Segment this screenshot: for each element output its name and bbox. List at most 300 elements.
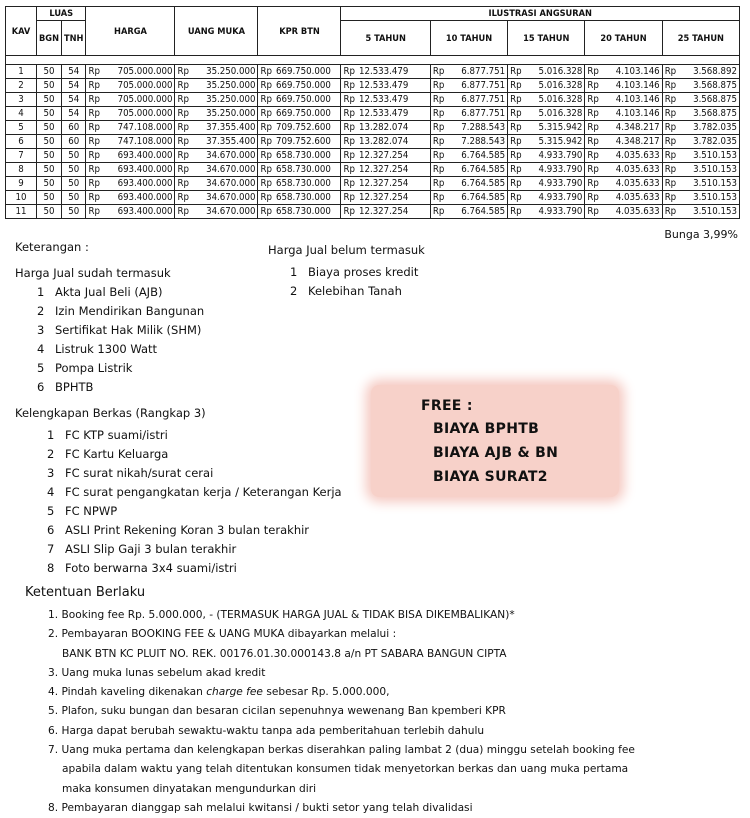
cell-angsuran: [508, 205, 585, 219]
cell-harga: [86, 177, 175, 191]
table-row: [6, 177, 740, 191]
currency-label: Rp: [343, 192, 355, 203]
berkas-item: [47, 464, 342, 483]
amount: 12.327.254: [358, 192, 409, 203]
currency-label: Rp: [664, 178, 677, 189]
cell-kpr: [258, 107, 341, 121]
cell-angsuran: [430, 149, 507, 163]
amount: 669.750.000: [275, 66, 331, 77]
cell-tnh: 54: [62, 93, 86, 107]
currency-label: Rp: [664, 206, 677, 217]
currency-label: Rp: [260, 150, 272, 161]
amount: 6.877.751: [461, 94, 506, 105]
amount: 5.315.942: [538, 122, 583, 133]
currency-label: Rp: [510, 164, 522, 175]
header-tenor-5: 5 TAHUN: [341, 21, 430, 56]
berkas-item: [47, 559, 342, 578]
amount: 693.400.000: [117, 164, 173, 175]
rule-1: 1. Booking fee Rp. 5.000.000, - (TERMASUK HARGA JUAL & TIDAK BISA DIKEMBALIKAN)*: [48, 609, 515, 621]
amount: 658.730.000: [275, 150, 331, 161]
amount: 37.355.400: [206, 122, 256, 133]
amount: 35.250.000: [206, 66, 256, 77]
berkas-item: [47, 540, 342, 559]
harga-belum-termasuk: [268, 241, 425, 301]
header-tnh: TNH: [62, 21, 86, 56]
currency-label: Rp: [343, 136, 355, 147]
cell-tnh: 50: [62, 191, 86, 205]
amount: 6.764.585: [461, 164, 506, 175]
amount: 7.288.543: [461, 122, 506, 133]
cell-tnh: 60: [62, 135, 86, 149]
amount: 5.016.328: [538, 66, 583, 77]
price-table: [5, 6, 740, 219]
free-item-surat: BIAYA SURAT2: [433, 469, 548, 485]
cell-bgn: 50: [37, 107, 62, 121]
item-number: 1: [290, 265, 298, 279]
amount: 658.730.000: [275, 206, 331, 217]
amount: 5.016.328: [538, 94, 583, 105]
keterangan-title: Keterangan :: [15, 240, 89, 254]
cell-angsuran: [341, 135, 430, 149]
amount: 3.782.035: [693, 136, 737, 147]
amount: 693.400.000: [117, 192, 173, 203]
cell-angsuran: [585, 177, 662, 191]
cell-uang-muka: [175, 177, 258, 191]
currency-label: Rp: [343, 80, 355, 91]
cell-tnh: 54: [62, 65, 86, 79]
currency-label: Rp: [177, 94, 189, 105]
cell-angsuran: [341, 191, 430, 205]
rule-3: 3. Uang muka lunas sebelum akad kredit: [48, 666, 266, 679]
table-row: [6, 65, 740, 79]
cell-angsuran: [508, 149, 585, 163]
cell-harga: [86, 65, 175, 79]
cell-angsuran: [430, 191, 507, 205]
cell-bgn: 50: [37, 93, 62, 107]
berkas-text: Foto berwarna 3x4 suami/istri: [65, 561, 237, 575]
sudah-text: BPHTB: [55, 380, 94, 394]
currency-label: Rp: [343, 66, 355, 77]
cell-angsuran: [662, 79, 739, 93]
header-luas: LUAS: [37, 7, 86, 21]
currency-label: Rp: [260, 192, 272, 203]
rule-4-a: 4. Pindah kaveling dikenakan: [48, 686, 203, 699]
currency-label: Rp: [88, 164, 100, 175]
currency-label: Rp: [664, 150, 677, 161]
cell-angsuran: [508, 65, 585, 79]
amount: 12.533.479: [358, 80, 409, 91]
cell-uang-muka: [175, 121, 258, 135]
cell-angsuran: [430, 135, 507, 149]
cell-angsuran: [430, 79, 507, 93]
cell-bgn: 50: [37, 163, 62, 177]
cell-angsuran: [341, 205, 430, 219]
amount: 4.933.790: [538, 164, 583, 175]
header-kav: KAV: [6, 7, 37, 56]
cell-bgn: 50: [37, 79, 62, 93]
cell-angsuran: [585, 135, 662, 149]
amount: 34.670.000: [206, 192, 256, 203]
currency-label: Rp: [510, 178, 522, 189]
currency-label: Rp: [510, 94, 522, 105]
amount: 658.730.000: [275, 164, 331, 175]
cell-angsuran: [341, 93, 430, 107]
rule-5: 5. Plafon, suku bungan dan besaran cicilan sepenuhnya wewenang Ban kpemberi KPR: [48, 705, 506, 718]
cell-kav: 9: [6, 177, 37, 191]
cell-angsuran: [430, 177, 507, 191]
amount: 4.035.633: [615, 150, 660, 161]
sudah-text: Pompa Listrik: [55, 361, 133, 375]
cell-tnh: 54: [62, 79, 86, 93]
item-number: 6: [37, 380, 45, 394]
berkas-text: FC KTP suami/istri: [65, 428, 168, 442]
cell-kpr: [258, 121, 341, 135]
cell-angsuran: [585, 163, 662, 177]
amount: 4.933.790: [538, 150, 583, 161]
amount: 705.000.000: [117, 80, 173, 91]
berkas-text: FC surat nikah/surat cerai: [65, 466, 214, 480]
cell-bgn: 50: [37, 65, 62, 79]
currency-label: Rp: [587, 178, 599, 189]
cell-uang-muka: [175, 107, 258, 121]
amount: 4.035.633: [615, 206, 660, 217]
rule-2: 2. Pembayaran BOOKING FEE & UANG MUKA dibayarkan melalui :: [48, 628, 397, 641]
belum-item: [290, 282, 425, 301]
cell-uang-muka: [175, 93, 258, 107]
item-number: 1: [47, 428, 55, 442]
cell-angsuran: [585, 93, 662, 107]
currency-label: Rp: [260, 178, 272, 189]
item-number: 4: [37, 342, 45, 356]
currency-label: Rp: [510, 122, 522, 133]
item-number: 5: [47, 504, 55, 518]
amount: 709.752.600: [275, 122, 331, 133]
amount: 4.103.146: [615, 94, 660, 105]
cell-kpr: [258, 205, 341, 219]
header-harga: HARGA: [86, 7, 175, 56]
ketentuan-title: Ketentuan Berlaku: [25, 585, 146, 600]
cell-uang-muka: [175, 191, 258, 205]
header-kpr: KPR BTN: [258, 7, 341, 56]
cell-angsuran: [508, 121, 585, 135]
currency-label: Rp: [88, 122, 100, 133]
amount: 4.103.146: [615, 80, 660, 91]
amount: 5.315.942: [538, 136, 583, 147]
currency-label: Rp: [177, 206, 189, 217]
cell-uang-muka: [175, 135, 258, 149]
currency-label: Rp: [177, 164, 189, 175]
free-item-bphtb: BIAYA BPHTB: [433, 421, 540, 437]
header-bgn: BGN: [37, 21, 62, 56]
item-number: 3: [37, 323, 45, 337]
currency-label: Rp: [510, 80, 522, 91]
rule-4-b: sebesar Rp. 5.000.000,: [266, 686, 390, 699]
cell-bgn: 50: [37, 177, 62, 191]
cell-kav: 4: [6, 107, 37, 121]
cell-angsuran: [662, 177, 739, 191]
cell-angsuran: [662, 65, 739, 79]
cell-angsuran: [662, 191, 739, 205]
currency-label: Rp: [664, 192, 677, 203]
currency-label: Rp: [343, 150, 355, 161]
currency-label: Rp: [88, 108, 100, 119]
sudah-item: [37, 378, 204, 397]
table-row: [6, 121, 740, 135]
cell-kpr: [258, 135, 341, 149]
cell-bgn: 50: [37, 149, 62, 163]
cell-angsuran: [508, 177, 585, 191]
item-number: 5: [37, 361, 45, 375]
currency-label: Rp: [587, 122, 599, 133]
amount: 6.764.585: [461, 178, 506, 189]
cell-angsuran: [662, 107, 739, 121]
belum-text: Biaya proses kredit: [308, 265, 419, 279]
header-tenor-25: 25 TAHUN: [662, 21, 739, 56]
amount: 4.103.146: [615, 108, 660, 119]
cell-tnh: 50: [62, 205, 86, 219]
currency-label: Rp: [260, 80, 272, 91]
item-number: 2: [37, 304, 45, 318]
berkas-text: ASLI Slip Gaji 3 bulan terakhir: [65, 542, 237, 556]
item-number: 8: [47, 561, 55, 575]
currency-label: Rp: [432, 136, 445, 147]
cell-angsuran: [585, 149, 662, 163]
berkas-title: Kelengkapan Berkas (Rangkap 3): [15, 406, 206, 420]
amount: 4.348.217: [615, 136, 660, 147]
header-tenor-10: 10 TAHUN: [430, 21, 507, 56]
cell-harga: [86, 79, 175, 93]
cell-angsuran: [662, 205, 739, 219]
item-number: 1: [37, 285, 45, 299]
amount: 4.933.790: [538, 178, 583, 189]
cell-tnh: 50: [62, 149, 86, 163]
amount: 35.250.000: [206, 108, 256, 119]
cell-angsuran: [508, 93, 585, 107]
currency-label: Rp: [88, 206, 100, 217]
cell-harga: [86, 205, 175, 219]
cell-kav: 7: [6, 149, 37, 163]
amount: 693.400.000: [117, 150, 173, 161]
belum-item: [290, 263, 425, 282]
belum-title: Harga Jual belum termasuk: [268, 243, 425, 257]
currency-label: Rp: [587, 80, 599, 91]
berkas-item: [47, 426, 342, 445]
amount: 747.108.000: [117, 122, 173, 133]
currency-label: Rp: [587, 150, 599, 161]
amount: 12.533.479: [358, 94, 409, 105]
table-row: [6, 79, 740, 93]
cell-angsuran: [508, 135, 585, 149]
amount: 12.327.254: [358, 164, 409, 175]
amount: 6.877.751: [461, 108, 506, 119]
cell-bgn: 50: [37, 121, 62, 135]
amount: 3.510.153: [693, 178, 737, 189]
currency-label: Rp: [88, 94, 100, 105]
currency-label: Rp: [88, 136, 100, 147]
item-number: 3: [47, 466, 55, 480]
currency-label: Rp: [432, 150, 445, 161]
cell-uang-muka: [175, 149, 258, 163]
currency-label: Rp: [343, 164, 355, 175]
cell-angsuran: [662, 163, 739, 177]
sudah-text: Sertifikat Hak Milik (SHM): [55, 323, 202, 337]
currency-label: Rp: [260, 136, 272, 147]
cell-harga: [86, 135, 175, 149]
currency-label: Rp: [260, 108, 272, 119]
table-row: [6, 93, 740, 107]
amount: 12.327.254: [358, 178, 409, 189]
amount: 693.400.000: [117, 178, 173, 189]
cell-angsuran: [508, 79, 585, 93]
currency-label: Rp: [664, 164, 677, 175]
currency-label: Rp: [88, 80, 100, 91]
amount: 34.670.000: [206, 150, 256, 161]
currency-label: Rp: [587, 66, 599, 77]
currency-label: Rp: [432, 94, 445, 105]
amount: 669.750.000: [275, 80, 331, 91]
sudah-item: [37, 321, 204, 340]
item-number: 6: [47, 523, 55, 537]
header-tenor-15: 15 TAHUN: [508, 21, 585, 56]
amount: 3.510.153: [693, 206, 737, 217]
cell-angsuran: [430, 93, 507, 107]
currency-label: Rp: [587, 108, 599, 119]
currency-label: Rp: [432, 206, 445, 217]
amount: 4.035.633: [615, 178, 660, 189]
rule-4: [48, 683, 635, 702]
cell-angsuran: [585, 191, 662, 205]
cell-angsuran: [662, 93, 739, 107]
amount: 3.782.035: [693, 122, 737, 133]
cell-kpr: [258, 163, 341, 177]
amount: 6.764.585: [461, 150, 506, 161]
rule-7-cont-1: apabila dalam waktu yang telah ditentukan konsumen tidak menyetorkan berkas dan uang muka pertama: [62, 763, 629, 776]
currency-label: Rp: [88, 66, 100, 77]
cell-angsuran: [662, 135, 739, 149]
amount: 3.568.875: [693, 94, 737, 105]
currency-label: Rp: [343, 108, 355, 119]
currency-label: Rp: [343, 122, 355, 133]
amount: 747.108.000: [117, 136, 173, 147]
currency-label: Rp: [432, 178, 445, 189]
sudah-title: Harga Jual sudah termasuk: [15, 266, 171, 280]
cell-angsuran: [430, 121, 507, 135]
ketentuan-list: [48, 606, 635, 818]
currency-label: Rp: [432, 164, 445, 175]
cell-angsuran: [508, 107, 585, 121]
cell-tnh: 54: [62, 107, 86, 121]
currency-label: Rp: [587, 192, 599, 203]
cell-angsuran: [585, 79, 662, 93]
cell-angsuran: [585, 121, 662, 135]
cell-uang-muka: [175, 79, 258, 93]
berkas-item: [47, 521, 342, 540]
cell-kpr: [258, 93, 341, 107]
currency-label: Rp: [177, 136, 189, 147]
rule-7: 7. Uang muka pertama dan kelengkapan berkas diserahkan paling lambat 2 (dua) minggu setelah booking fee: [48, 744, 635, 757]
sudah-text: Izin Mendirikan Bangunan: [55, 304, 205, 318]
cell-kav: 10: [6, 191, 37, 205]
currency-label: Rp: [664, 122, 677, 133]
currency-label: Rp: [260, 164, 272, 175]
berkas-text: FC Kartu Keluarga: [65, 447, 169, 461]
header-uang-muka: UANG MUKA: [175, 7, 258, 56]
sudah-item: [37, 283, 204, 302]
cell-harga: [86, 191, 175, 205]
amount: 658.730.000: [275, 192, 331, 203]
amount: 4.933.790: [538, 192, 583, 203]
cell-tnh: 50: [62, 177, 86, 191]
currency-label: Rp: [664, 94, 677, 105]
amount: 669.750.000: [275, 94, 331, 105]
cell-angsuran: [341, 65, 430, 79]
berkas-item: [47, 445, 342, 464]
amount: 12.533.479: [358, 66, 409, 77]
amount: 7.288.543: [461, 136, 506, 147]
amount: 13.282.074: [358, 136, 409, 147]
cell-kpr: [258, 191, 341, 205]
free-promo-box: [371, 385, 619, 497]
berkas-item: [47, 502, 342, 521]
cell-kpr: [258, 65, 341, 79]
currency-label: Rp: [260, 94, 272, 105]
currency-label: Rp: [260, 206, 272, 217]
currency-label: Rp: [432, 192, 445, 203]
table-row: [6, 205, 740, 219]
currency-label: Rp: [510, 66, 522, 77]
cell-angsuran: [341, 107, 430, 121]
amount: 12.327.254: [358, 150, 409, 161]
cell-angsuran: [585, 205, 662, 219]
sudah-item: [37, 340, 204, 359]
item-number: 2: [290, 284, 298, 298]
cell-angsuran: [341, 149, 430, 163]
amount: 35.250.000: [206, 94, 256, 105]
currency-label: Rp: [432, 108, 445, 119]
amount: 705.000.000: [117, 94, 173, 105]
item-number: 7: [47, 542, 55, 556]
item-number: 4: [47, 485, 55, 499]
amount: 6.877.751: [461, 66, 506, 77]
table-row: [6, 191, 740, 205]
amount: 3.510.153: [693, 164, 737, 175]
currency-label: Rp: [510, 136, 522, 147]
amount: 34.670.000: [206, 164, 256, 175]
cell-kpr: [258, 149, 341, 163]
rule-7-cont-2: maka konsumen dinyatakan mengundurkan diri: [62, 782, 317, 795]
harga-sudah-termasuk: [15, 264, 204, 397]
currency-label: Rp: [587, 94, 599, 105]
table-row: [6, 149, 740, 163]
cell-kpr: [258, 177, 341, 191]
amount: 4.348.217: [615, 122, 660, 133]
cell-bgn: 50: [37, 205, 62, 219]
cell-kav: 11: [6, 205, 37, 219]
currency-label: Rp: [177, 150, 189, 161]
amount: 3.568.892: [693, 66, 737, 77]
kelengkapan-berkas: [15, 404, 342, 578]
cell-kpr: [258, 79, 341, 93]
cell-kav: 3: [6, 93, 37, 107]
table-row: [6, 135, 740, 149]
amount: 6.764.585: [461, 206, 506, 217]
cell-kav: 2: [6, 79, 37, 93]
cell-angsuran: [430, 205, 507, 219]
amount: 5.016.328: [538, 108, 583, 119]
cell-kav: 1: [6, 65, 37, 79]
cell-angsuran: [341, 177, 430, 191]
amount: 6.877.751: [461, 80, 506, 91]
